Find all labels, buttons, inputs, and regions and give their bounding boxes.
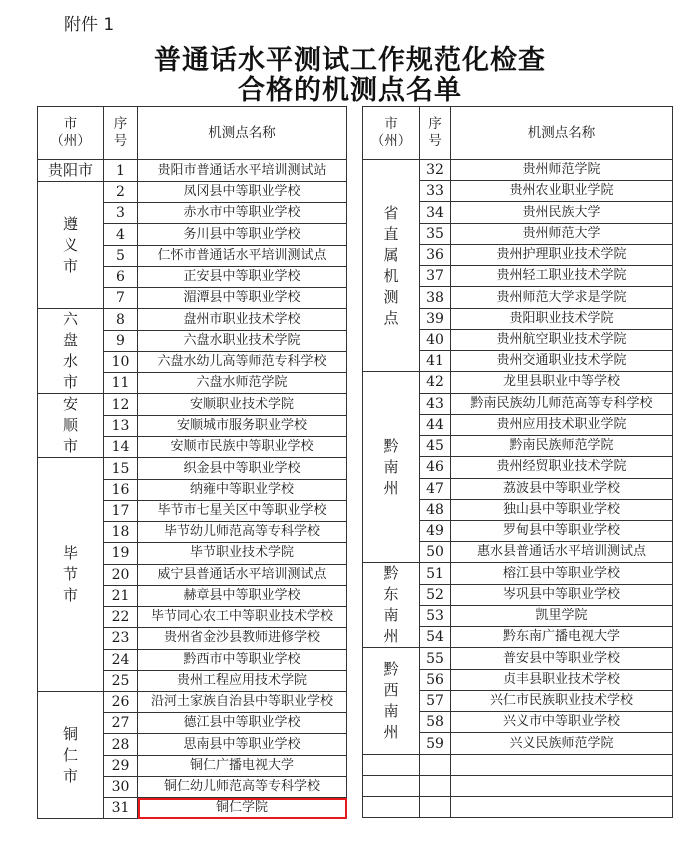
seq-number: 52 xyxy=(420,584,451,605)
seq-number: 33 xyxy=(420,181,451,202)
seq-number: 5 xyxy=(104,245,138,266)
test-site-name: 安顺市民族中等职业学校 xyxy=(138,437,347,458)
seq-number: 51 xyxy=(420,563,451,584)
header-region xyxy=(363,107,420,160)
test-site-name: 毕节市七星关区中等职业学校 xyxy=(138,500,347,521)
seq-number: 17 xyxy=(104,500,138,521)
test-site-name: 安顺职业技术学院 xyxy=(138,394,347,415)
header-name: 机测点名称 xyxy=(138,107,347,160)
document-title-line-2: 合格的机测点名单 xyxy=(238,75,462,106)
table-row xyxy=(363,372,673,393)
seq-number: 40 xyxy=(420,329,451,350)
seq-number: 59 xyxy=(420,733,451,754)
empty-cell xyxy=(363,754,420,775)
document-title-line-1: 普通话水平测试工作规范化检查 xyxy=(154,45,546,76)
region-label: 黔西南州 xyxy=(383,660,399,742)
test-site-name: 纳雍中等职业学校 xyxy=(138,479,347,500)
test-site-name: 贵州轻工职业技术学院 xyxy=(451,266,673,287)
test-site-name: 毕节职业技术学院 xyxy=(138,543,347,564)
region-cell xyxy=(363,648,420,754)
header-region-bottom: （州） xyxy=(50,133,91,149)
empty-cell xyxy=(451,754,673,775)
test-site-name: 务川县中等职业学校 xyxy=(138,224,347,245)
test-site-name: 六盘水职业技术学院 xyxy=(138,330,347,351)
seq-number: 56 xyxy=(420,669,451,690)
test-site-name: 盘州市职业技术学校 xyxy=(138,309,347,330)
test-site-name: 黔西市中等职业学校 xyxy=(138,649,347,670)
seq-number: 2 xyxy=(104,182,138,203)
region-label: 六盘水市 xyxy=(62,310,78,392)
test-site-name: 黔南民族幼儿师范高等专科学校 xyxy=(451,393,673,414)
test-site-name: 贵州师范学院 xyxy=(451,160,673,181)
region-cell xyxy=(38,691,104,818)
test-site-name: 安顺城市服务职业学校 xyxy=(138,415,347,436)
test-site-name: 贵州护理职业技术学院 xyxy=(451,244,673,265)
header-name: 机测点名称 xyxy=(451,107,673,160)
seq-number: 55 xyxy=(420,648,451,669)
seq-number: 4 xyxy=(104,224,138,245)
seq-number: 44 xyxy=(420,414,451,435)
seq-number: 53 xyxy=(420,605,451,626)
header-seq-top: 序 xyxy=(428,116,442,132)
seq-number: 43 xyxy=(420,393,451,414)
seq-number: 16 xyxy=(104,479,138,500)
attachment-label: 附件 1 xyxy=(64,15,115,35)
seq-number: 20 xyxy=(104,564,138,585)
seq-number: 42 xyxy=(420,372,451,393)
test-site-name: 贵州农业职业学院 xyxy=(451,181,673,202)
table-header-row xyxy=(38,107,347,160)
empty-row xyxy=(363,754,673,775)
header-seq-top: 序 xyxy=(113,116,128,132)
header-seq-bottom: 号 xyxy=(428,133,442,149)
seq-number: 54 xyxy=(420,627,451,648)
seq-number: 25 xyxy=(104,670,138,691)
seq-number: 11 xyxy=(104,373,138,394)
seq-number: 7 xyxy=(104,288,138,309)
seq-number: 27 xyxy=(104,713,138,734)
seq-number: 15 xyxy=(104,458,138,479)
seq-number: 48 xyxy=(420,499,451,520)
seq-number: 3 xyxy=(104,203,138,224)
test-site-name: 贵州师范大学求是学院 xyxy=(451,287,673,308)
seq-number: 36 xyxy=(420,244,451,265)
test-site-name: 贵州航空职业技术学院 xyxy=(451,329,673,350)
region-cell xyxy=(38,458,104,692)
test-site-name: 沿河土家族自治县中等职业学校 xyxy=(138,691,347,712)
table-row xyxy=(38,309,347,330)
header-region-bottom: （州） xyxy=(370,133,412,149)
seq-number: 10 xyxy=(104,351,138,372)
seq-number: 26 xyxy=(104,691,138,712)
seq-number: 28 xyxy=(104,734,138,755)
seq-number: 45 xyxy=(420,436,451,457)
test-site-name: 赤水市中等职业学校 xyxy=(138,203,347,224)
empty-row xyxy=(363,775,673,796)
test-site-name: 凯里学院 xyxy=(451,605,673,626)
test-site-name: 铜仁幼儿师范高等专科学校 xyxy=(138,776,347,797)
seq-number: 32 xyxy=(420,160,451,181)
test-site-name: 榕江县中等职业学校 xyxy=(451,563,673,584)
test-site-name: 德江县中等职业学校 xyxy=(138,713,347,734)
test-site-name: 仁怀市普通话水平培训测试点 xyxy=(138,245,347,266)
test-site-name: 岑巩县中等职业学校 xyxy=(451,584,673,605)
empty-cell xyxy=(451,775,673,796)
region-label: 铜仁市 xyxy=(62,724,78,785)
test-site-name: 贵州经贸职业技术学院 xyxy=(451,457,673,478)
test-site-name: 龙里县职业中等学校 xyxy=(451,372,673,393)
left-table xyxy=(37,106,347,819)
region-label: 毕节市 xyxy=(62,544,78,605)
empty-cell xyxy=(363,775,420,796)
test-site-name: 贵州应用技术职业学院 xyxy=(451,414,673,435)
header-region-top: 市 xyxy=(63,116,78,132)
seq-number: 8 xyxy=(104,309,138,330)
test-site-name: 贵州省金沙县教师进修学校 xyxy=(138,628,347,649)
seq-number: 29 xyxy=(104,755,138,776)
test-site-name: 兴义民族师范学院 xyxy=(451,733,673,754)
empty-cell xyxy=(420,775,451,796)
test-site-name: 湄潭县中等职业学校 xyxy=(138,288,347,309)
table-row xyxy=(38,458,347,479)
table-row xyxy=(363,160,673,181)
header-region xyxy=(38,107,104,160)
seq-number: 58 xyxy=(420,712,451,733)
test-site-name: 贵阳职业技术学院 xyxy=(451,308,673,329)
header-seq-bottom: 号 xyxy=(113,133,128,149)
region-cell xyxy=(38,309,104,394)
region-label: 贵阳市 xyxy=(47,161,93,179)
seq-number: 31 xyxy=(104,798,138,819)
seq-number: 23 xyxy=(104,628,138,649)
test-site-name: 黔南民族师范学院 xyxy=(451,436,673,457)
test-site-name: 普安县中等职业学校 xyxy=(451,648,673,669)
table-header-row xyxy=(363,107,673,160)
empty-cell xyxy=(420,797,451,818)
test-site-name: 黔东南广播电视大学 xyxy=(451,627,673,648)
region-label: 省直属机测点 xyxy=(383,203,399,327)
seq-number: 50 xyxy=(420,542,451,563)
region-label: 黔东南州 xyxy=(383,564,399,646)
seq-number: 21 xyxy=(104,585,138,606)
seq-number: 46 xyxy=(420,457,451,478)
seq-number: 30 xyxy=(104,776,138,797)
test-site-name: 六盘水幼儿高等师范专科学校 xyxy=(138,351,347,372)
test-site-name: 贵州交通职业技术学院 xyxy=(451,351,673,372)
seq-number: 24 xyxy=(104,649,138,670)
seq-number: 6 xyxy=(104,266,138,287)
test-site-name: 毕节同心农工中等职业技术学校 xyxy=(138,607,347,628)
empty-cell xyxy=(451,797,673,818)
seq-number: 41 xyxy=(420,351,451,372)
region-cell xyxy=(363,372,420,563)
seq-number: 19 xyxy=(104,543,138,564)
seq-number: 9 xyxy=(104,330,138,351)
test-site-name: 罗甸县中等职业学校 xyxy=(451,520,673,541)
seq-number: 13 xyxy=(104,415,138,436)
empty-row xyxy=(363,797,673,818)
test-site-name-highlighted: 铜仁学院 xyxy=(138,798,347,819)
test-site-name: 贵州工程应用技术学院 xyxy=(138,670,347,691)
test-site-name: 荔波县中等职业学校 xyxy=(451,478,673,499)
seq-number: 1 xyxy=(104,160,138,182)
test-site-name: 贵州民族大学 xyxy=(451,202,673,223)
header-seq xyxy=(104,107,138,160)
seq-number: 35 xyxy=(420,223,451,244)
region-cell xyxy=(363,563,420,648)
table-row xyxy=(363,648,673,669)
table-row xyxy=(38,394,347,415)
seq-number: 38 xyxy=(420,287,451,308)
test-site-name: 独山县中等职业学校 xyxy=(451,499,673,520)
test-site-name: 赫章县中等职业学校 xyxy=(138,585,347,606)
seq-number: 37 xyxy=(420,266,451,287)
region-cell xyxy=(38,182,104,309)
test-site-name: 正安县中等职业学校 xyxy=(138,266,347,287)
test-site-name: 凤冈县中等职业学校 xyxy=(138,182,347,203)
test-site-name: 惠水县普通话水平培训测试点 xyxy=(451,542,673,563)
table-row xyxy=(363,563,673,584)
table-row xyxy=(38,182,347,203)
test-site-name: 贵阳市普通话水平培训测试站 xyxy=(138,160,347,182)
region-cell xyxy=(38,160,104,182)
region-label: 遵义市 xyxy=(62,214,78,275)
seq-number: 18 xyxy=(104,522,138,543)
right-table xyxy=(362,106,673,818)
seq-number: 47 xyxy=(420,478,451,499)
test-site-name: 兴仁市民族职业技术学校 xyxy=(451,690,673,711)
seq-number: 34 xyxy=(420,202,451,223)
table-row xyxy=(38,160,347,182)
seq-number: 49 xyxy=(420,520,451,541)
region-cell xyxy=(38,394,104,458)
seq-number: 22 xyxy=(104,607,138,628)
test-site-name: 织金县中等职业学校 xyxy=(138,458,347,479)
header-region-top: 市 xyxy=(384,116,398,132)
seq-number: 39 xyxy=(420,308,451,329)
header-seq xyxy=(420,107,451,160)
region-label: 安顺市 xyxy=(62,395,78,456)
test-site-name: 贞丰县职业技术学校 xyxy=(451,669,673,690)
seq-number: 57 xyxy=(420,690,451,711)
test-site-name: 威宁县普通话水平培训测试点 xyxy=(138,564,347,585)
region-label: 黔南州 xyxy=(383,436,399,497)
table-row xyxy=(38,691,347,712)
test-site-name: 毕节幼儿师范高等专科学校 xyxy=(138,522,347,543)
empty-cell xyxy=(420,754,451,775)
empty-cell xyxy=(363,797,420,818)
test-site-name: 铜仁广播电视大学 xyxy=(138,755,347,776)
region-cell xyxy=(363,160,420,372)
test-site-name: 六盘水师范学院 xyxy=(138,373,347,394)
seq-number: 14 xyxy=(104,437,138,458)
test-site-name: 兴义市中等职业学校 xyxy=(451,712,673,733)
test-site-name: 贵州师范大学 xyxy=(451,223,673,244)
seq-number: 12 xyxy=(104,394,138,415)
test-site-name: 思南县中等职业学校 xyxy=(138,734,347,755)
